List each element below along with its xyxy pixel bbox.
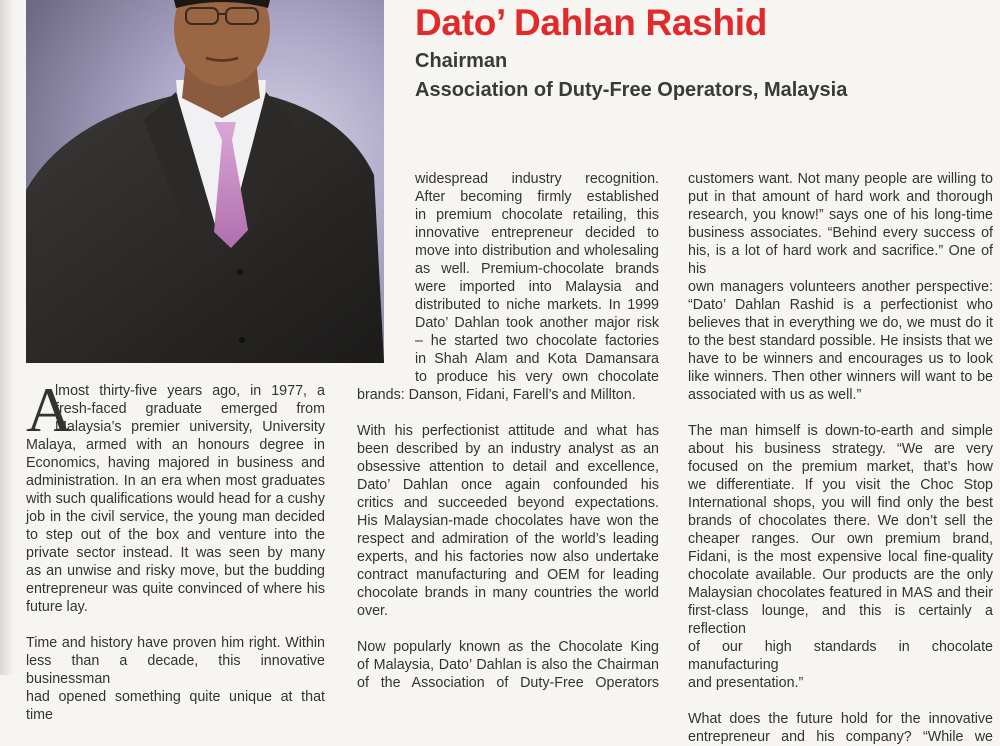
text-line: critics and succeeded beyond expectations. [357,495,659,511]
text-line: his, is a lot of hard work and sacrifice.” One of his [688,243,993,277]
text-line: were imported into Malaysia and [415,279,659,295]
drop-cap: A [26,374,73,445]
text-line: future lay. [26,599,88,615]
text-line: contract manufacturing and OEM for leading [357,567,659,583]
column-3 [688,170,993,746]
text-line: in premium chocolate retailing, this [415,207,659,223]
text-line: – he started two chocolate factories [415,333,659,349]
text-line: as well. Premium-chocolate brands [415,261,659,277]
text-line: With his perfectionist attitude and what has [357,423,659,439]
text-line: private sector instead. It was seen by many [26,545,325,561]
text-line: Dato’ Dahlan once again confounded his [357,477,659,493]
text-line: to the best standard possible. He insists that we [688,333,993,349]
person-role: Chairman [415,50,508,72]
text-line: Now popularly known as the Chocolate King [357,639,659,655]
text-line: customers want. Not many people are willing to [688,171,993,187]
text-line: entrepreneur was quite convinced of where his [26,581,325,597]
person-organization: Association of Duty-Free Operators, Malaysia [415,79,848,101]
text-line: chocolate brands in many countries the world [357,585,659,601]
text-line: Malaysian chocolates featured in MAS and their [688,585,993,601]
text-line: obsessive attention to detail and excellence, [357,459,659,475]
text-line: His Malaysian-made chocolates have won the [357,513,659,529]
text-line: had opened something quite unique at that time [26,689,325,723]
text-line: job in the civil service, the young man decided [26,509,325,525]
column-1 [26,374,325,724]
text-line: about his business strategy. “We are very [688,441,993,457]
text-line: respect and admiration of the world’s leading [357,531,659,547]
text-line: and presentation.” [688,675,804,691]
text-line: The man himself is down-to-earth and simple [688,423,993,439]
text-line: have to be winners and encourages us to look [688,351,993,367]
text-line: like winners. Then other winners will want to be [688,369,993,385]
text-line: own managers volunteers another perspective: [688,279,993,295]
text-line: believes that in everything we do, we must do it [688,315,993,331]
text-line: fresh-faced graduate emerged from [55,401,325,417]
text-line: research, you know!” says one of his long-time [688,207,993,223]
text-line: Economics, having majored in business and [26,455,325,471]
page-gutter [0,0,14,675]
text-line: Malaysia’s premier university, University [55,419,325,435]
text-line: widespread industry recognition. [415,171,659,187]
text-line: International shops, you will find only the best [688,495,993,511]
text-line: Malaya, armed with an honours degree in [26,437,325,453]
text-line: move into distribution and wholesaling [415,243,659,259]
text-line: we differentiate. If you visit the Choc Stop [688,477,993,493]
text-line: associated with us as well.” [688,387,862,403]
text-line: Time and history have proven him right. Within [26,635,325,651]
text-line: over. [357,603,388,619]
text-line: with such qualifications would head for a cushy [26,491,325,507]
text-line: as an unwise and risky move, but the budding [26,563,325,579]
text-line: of our high standards in chocolate manufacturing [688,639,993,673]
text-line: to produce his very own chocolate [415,369,659,385]
person-name: Dato’ Dahlan Rashid [415,2,768,43]
text-line: experts, and his factories now also undertake [357,549,659,565]
text-line: business associates. “Behind every success of [688,225,993,241]
column-2-upper [415,170,659,386]
text-line: innovative entrepreneur decided to [415,225,659,241]
text-line: distributed to niche markets. In 1999 [415,297,659,313]
text-line: focused on the premium market, that’s how [688,459,993,475]
text-line: What does the future hold for the innovative [688,711,993,727]
text-line: chocolate available. Our products are the only [688,567,993,583]
text-line: less than a decade, this innovative businessman [26,653,325,687]
text-line: of Malaysia, Dato’ Dahlan is also the Chairman [357,657,659,673]
text-line: administration. In an era when most graduates [26,473,325,489]
text-line: “Dato’ Dahlan Rashid is a perfectionist who [688,297,993,313]
text-line: After becoming firmly established [415,189,659,205]
text-line: brands of chocolates there. We don’t sell the [688,513,993,529]
text-line: Dato’ Dahlan took another major risk [415,315,659,331]
text-line: of the Association of Duty-Free Operators [357,675,659,691]
text-line: to step out of the box and venture into the [26,527,325,543]
text-line: been described by an industry analyst as an [357,441,659,457]
portrait-photo [26,0,384,363]
text-line: entrepreneur and his company? “While we [688,729,993,745]
text-line: put in that amount of hard work and thorough [688,189,993,205]
text-line: cheaper ranges. Our own premium brand, [688,531,993,547]
column-2-lower [357,386,659,692]
text-line: in Shah Alam and Kota Damansara [415,351,659,367]
text-line: first-class lounge, and this is certainly a reflection [688,603,993,637]
text-line: Fidani, is the most expensive local fine-quality [688,549,993,565]
text-line: lmost thirty-five years ago, in 1977, a [55,383,325,399]
text-line: brands: Danson, Fidani, Farell’s and Millton. [357,387,636,403]
